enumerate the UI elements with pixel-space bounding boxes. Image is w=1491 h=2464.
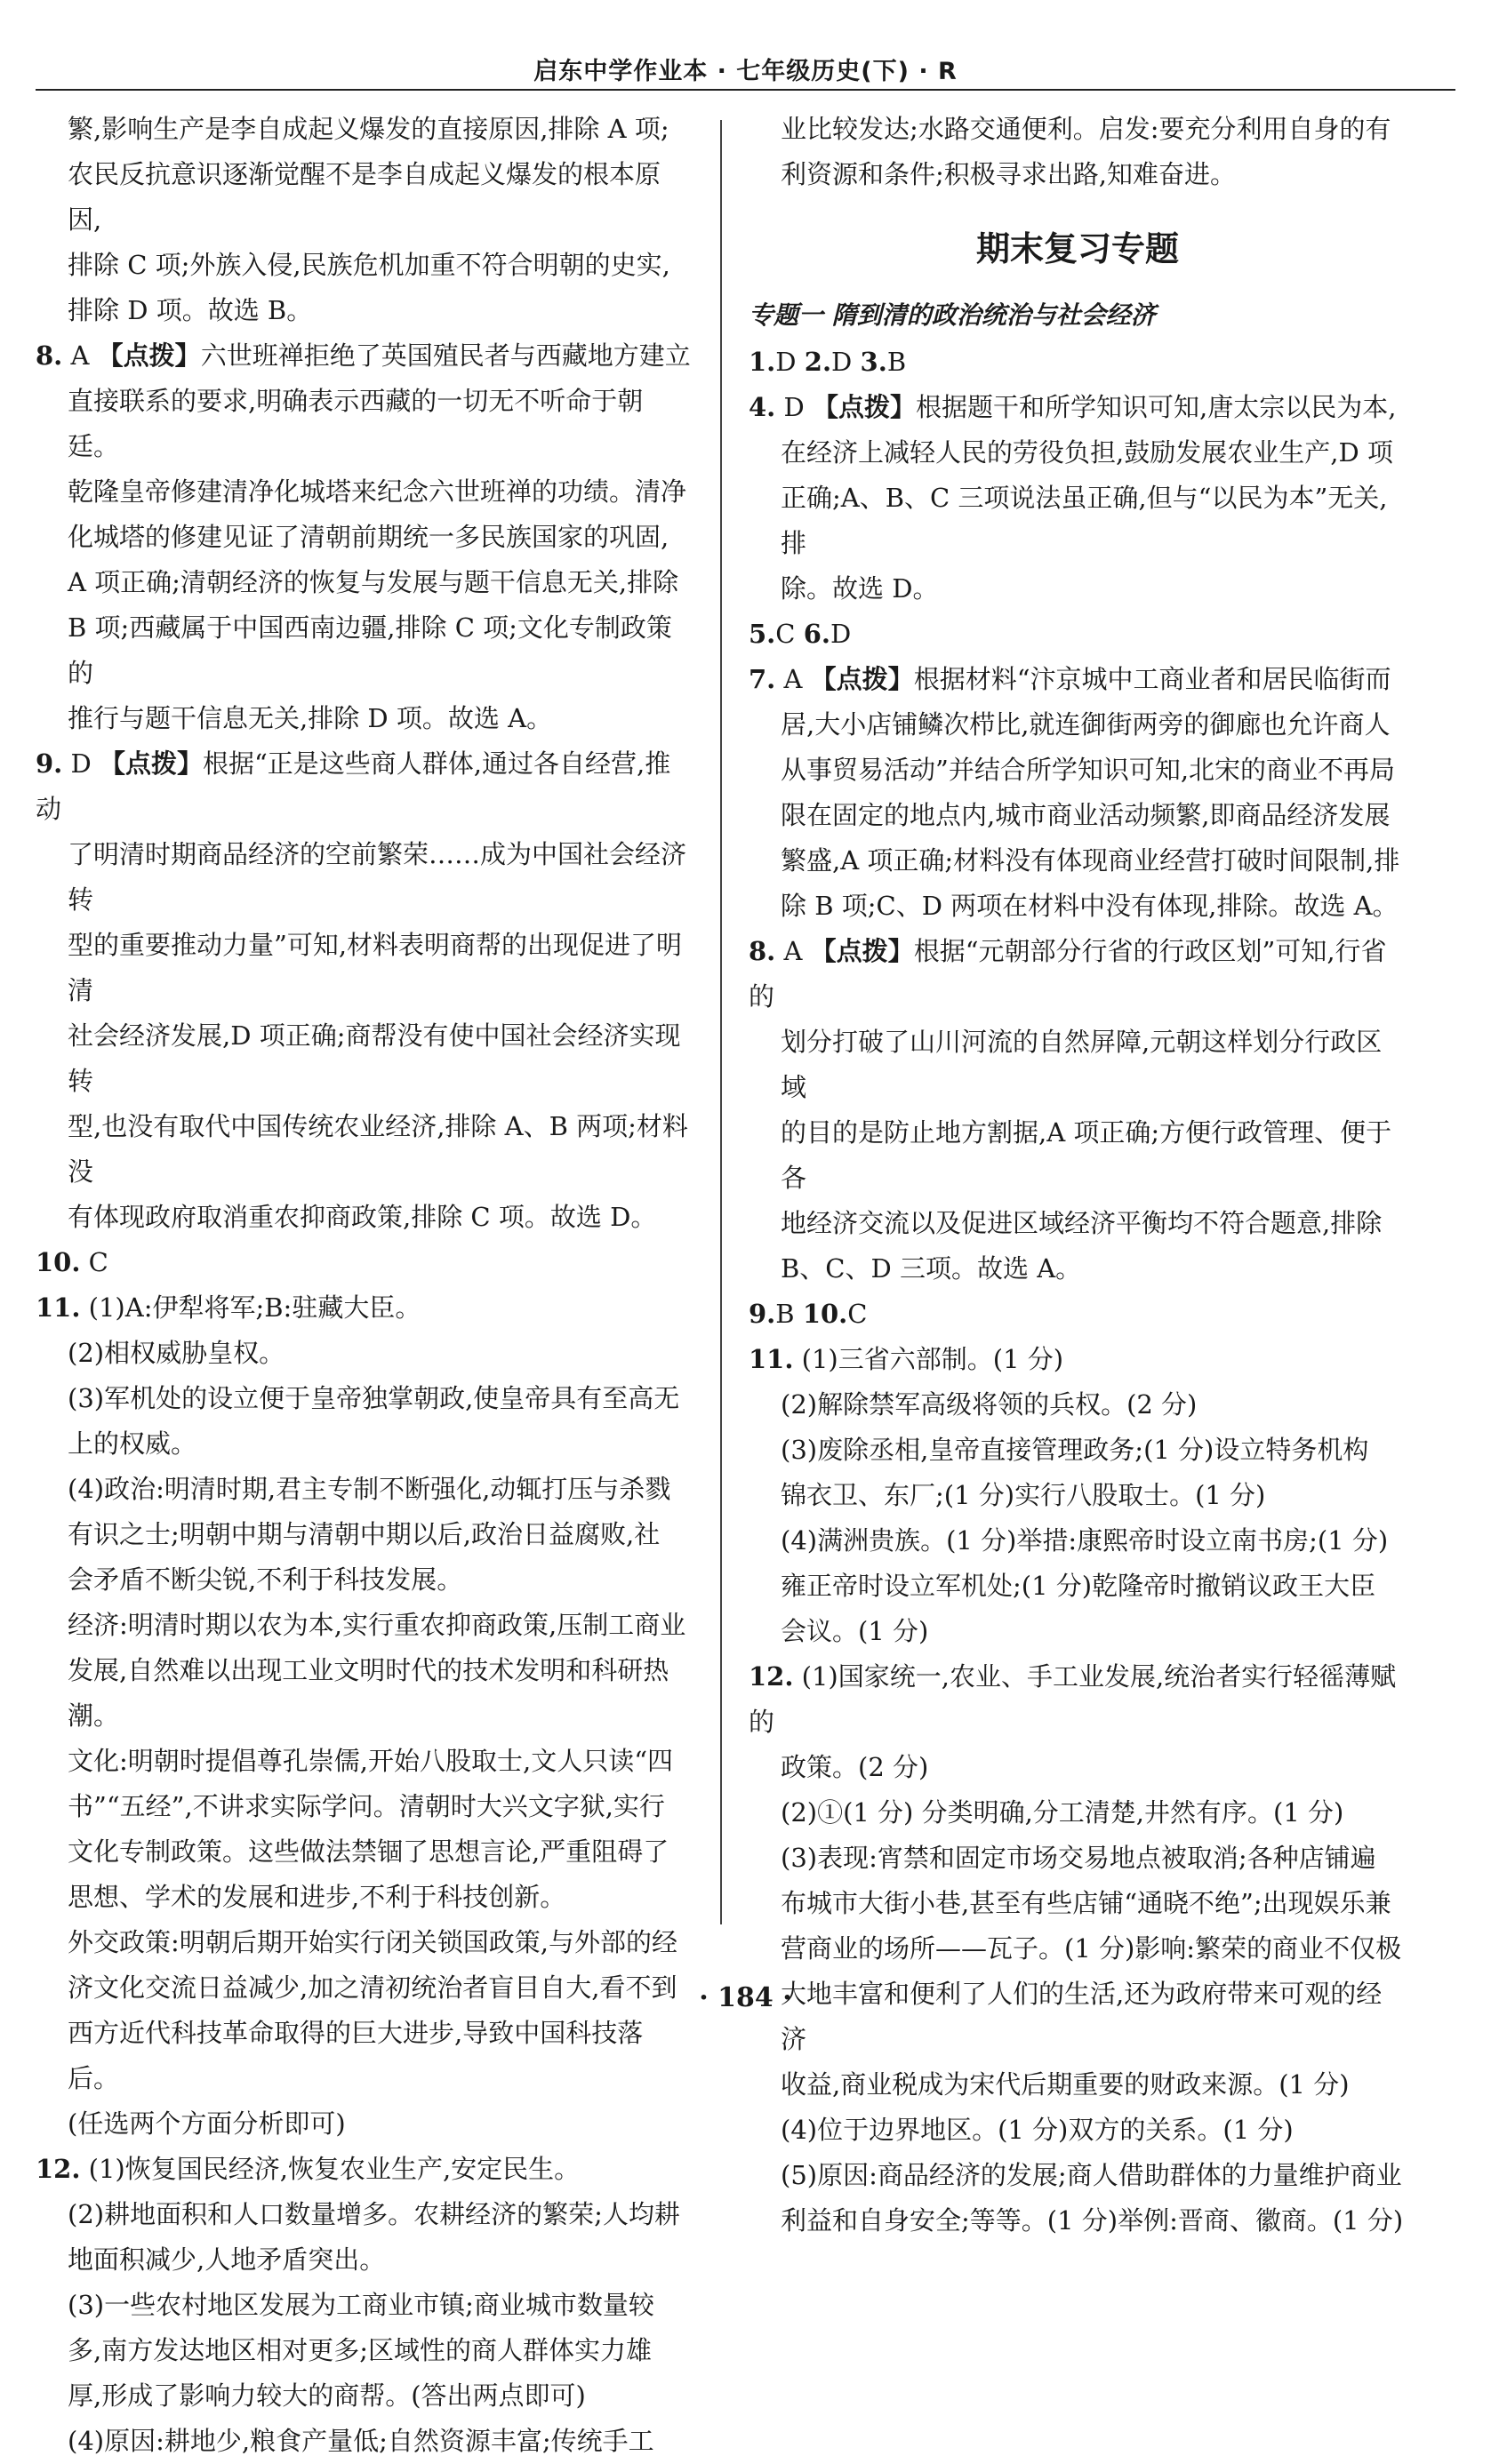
line-text: 会议。(1 分) bbox=[781, 1616, 929, 1646]
text-line bbox=[36, 1512, 693, 1557]
line-text: (2)解除禁军高级将领的兵权。(2 分) bbox=[781, 1389, 1198, 1420]
text-line bbox=[749, 2153, 1407, 2198]
text-line bbox=[36, 288, 693, 333]
section-title: 期末复习专题 bbox=[975, 229, 1179, 268]
line-text: 书”“五经”,不讲求实际学问。清朝时大兴文字狱,实行 bbox=[68, 1791, 665, 1821]
line-text: 业比较发达;水路交通便利。启发:要充分利用自身的有 bbox=[781, 114, 1391, 144]
question-number: 1. bbox=[749, 347, 776, 377]
column-divider bbox=[720, 120, 722, 1924]
text-line bbox=[749, 430, 1407, 476]
line-text: 根据“正是这些商人群体,通过各自经营,推动 bbox=[36, 748, 671, 824]
text-line bbox=[749, 929, 1407, 1020]
line-text: 经济:明清时期以农为本,实行重农抑商政策,压制工商业 bbox=[68, 1610, 686, 1640]
line-text: 直接联系的要求,明确表示西藏的一切无不听命于朝廷。 bbox=[68, 386, 644, 461]
line-text: 收益,商业税成为宋代后期重要的财政来源。(1 分) bbox=[781, 2069, 1350, 2100]
text-line bbox=[36, 1739, 693, 1784]
line-text: 地面积减少,人地矛盾突出。 bbox=[68, 2244, 386, 2275]
question-number: 11. bbox=[749, 1344, 794, 1374]
answer-letter: B bbox=[886, 347, 907, 377]
question-number: 2. bbox=[804, 347, 832, 377]
line-text: 根据材料“汴京城中工商业者和居民临街而 bbox=[913, 664, 1391, 694]
line-text: 在经济上减轻人民的劳役负担,鼓励发展农业生产,D 项 bbox=[781, 437, 1393, 468]
text-line bbox=[749, 2108, 1407, 2153]
line-text: B 项;西藏属于中国西南边疆,排除 C 项;文化专制政策的 bbox=[68, 612, 672, 688]
text-line bbox=[36, 2147, 693, 2192]
text-line bbox=[36, 469, 693, 515]
text-line bbox=[36, 2101, 693, 2147]
line-text: (2)耕地面积和人口数量增多。农耕经济的繁荣;人均耕 bbox=[68, 2199, 680, 2229]
text-line bbox=[36, 1240, 693, 1285]
line-text: A 项正确;清朝经济的恢复与发展与题干信息无关,排除 bbox=[68, 567, 679, 597]
answer-letter: D bbox=[62, 748, 100, 779]
line-text: 思想、学术的发展和进步,不利于科技创新。 bbox=[68, 1882, 566, 1912]
text-line bbox=[36, 1875, 693, 1920]
line-text: (4)政治:明清时期,君主专制不断强化,动辄打压与杀戮 bbox=[68, 1474, 671, 1504]
line-text: 划分打破了山川河流的自然屏障,元朝这样划分行政区域 bbox=[781, 1027, 1383, 1102]
line-text: 型,也没有取代中国传统农业经济,排除 A、B 两项;材料没 bbox=[68, 1111, 688, 1187]
text-line bbox=[749, 152, 1407, 197]
line-text: (4)原因:耕地少,粮食产量低;自然资源丰富;传统手工 bbox=[68, 2426, 654, 2456]
line-text: 锦衣卫、东厂;(1 分)实行八股取士。(1 分) bbox=[781, 1480, 1266, 1510]
text-line bbox=[36, 243, 693, 288]
line-text: 地经济交流以及促进区域经济平衡均不符合题意,排除 bbox=[781, 1208, 1383, 1238]
line-text: 了明清时期商品经济的空前繁荣……成为中国社会经济转 bbox=[68, 839, 687, 915]
line-text: (2)①(1 分) 分类明确,分工清楚,井然有序。(1 分) bbox=[781, 1797, 1344, 1828]
line-text: 居,大小店铺鳞次栉比,就连御街两旁的御廊也允许商人 bbox=[781, 709, 1391, 740]
line-text: 推行与题干信息无关,排除 D 项。故选 A。 bbox=[68, 703, 553, 733]
text-line bbox=[749, 1564, 1407, 1609]
question-number: 4. bbox=[749, 392, 776, 422]
text-line bbox=[36, 1285, 693, 1331]
answer-letter: D bbox=[775, 347, 805, 377]
line-text: 文化:明朝时提倡尊孔崇儒,开始八股取士,文人只读“四 bbox=[68, 1746, 674, 1776]
text-line bbox=[749, 1292, 1407, 1337]
line-text: (任选两个方面分析即可) bbox=[68, 2108, 346, 2139]
text-line bbox=[36, 832, 693, 923]
line-text: 布城市大街小巷,甚至有些店铺“通晓不绝”;出现娱乐兼 bbox=[781, 1888, 1391, 1918]
answer-letter: D bbox=[830, 619, 852, 649]
hint-tag: 【点拨】 bbox=[99, 748, 203, 779]
text-line bbox=[36, 2283, 693, 2328]
text-line bbox=[749, 1382, 1407, 1428]
text-line bbox=[749, 1609, 1407, 1654]
text-line bbox=[749, 2198, 1407, 2244]
text-line bbox=[36, 379, 693, 469]
line-text: 乾隆皇帝修建清净化城塔来纪念六世班禅的功绩。清净 bbox=[68, 476, 687, 507]
text-line bbox=[749, 1201, 1407, 1246]
text-line bbox=[749, 340, 1407, 385]
text-line bbox=[36, 2011, 693, 2101]
answer-letter: A bbox=[775, 936, 811, 966]
text-line bbox=[36, 1920, 693, 1965]
line-text: 济文化交流日益减少,加之清初统治者盲目自大,看不到 bbox=[68, 1972, 677, 2003]
answer-letter: A bbox=[62, 340, 98, 371]
answer-letter: C bbox=[80, 1247, 108, 1277]
text-line bbox=[749, 748, 1407, 793]
line-text: 六世班禅拒绝了英国殖民者与西藏地方建立 bbox=[200, 340, 691, 371]
right-top-lines bbox=[749, 107, 1407, 197]
text-line bbox=[36, 2328, 693, 2373]
question-number: 11. bbox=[36, 1292, 81, 1323]
question-number: 6. bbox=[803, 619, 830, 649]
text-line bbox=[36, 515, 693, 560]
text-line bbox=[36, 2237, 693, 2283]
left-column bbox=[36, 107, 693, 2464]
text-line bbox=[36, 1467, 693, 1512]
text-line bbox=[36, 696, 693, 741]
text-line bbox=[36, 1376, 693, 1421]
text-line bbox=[36, 741, 693, 832]
line-text: 从事贸易活动”并结合所学知识可知,北宋的商业不再局 bbox=[781, 755, 1396, 785]
line-text: 发展,自然难以出现工业文明时代的技术发明和科研热潮。 bbox=[68, 1655, 669, 1731]
text-line bbox=[749, 107, 1407, 152]
line-text: (3)表现:宵禁和固定市场交易地点被取消;各种店铺遍 bbox=[781, 1843, 1376, 1873]
line-text: 上的权威。 bbox=[68, 1428, 197, 1459]
text-line bbox=[749, 793, 1407, 838]
text-line bbox=[36, 1104, 693, 1195]
line-text: 除。故选 D。 bbox=[781, 573, 939, 604]
question-number: 10. bbox=[36, 1247, 81, 1277]
text-line bbox=[36, 1013, 693, 1104]
line-text: 利益和自身安全;等等。(1 分)举例:晋商、徽商。(1 分) bbox=[781, 2205, 1404, 2236]
question-number: 8. bbox=[36, 340, 63, 371]
text-line bbox=[749, 476, 1407, 566]
line-text: 厚,形成了影响力较大的商帮。(答出两点即可) bbox=[68, 2380, 586, 2411]
line-text: (5)原因:商品经济的发展;商人借助群体的力量维护商业 bbox=[781, 2160, 1402, 2190]
line-text: 有体现政府取消重农抑商政策,排除 C 项。故选 D。 bbox=[68, 1202, 657, 1232]
line-text: 繁,影响生产是李自成起义爆发的直接原因,排除 A 项; bbox=[68, 114, 669, 144]
text-line bbox=[749, 1020, 1407, 1110]
question-number: 9. bbox=[36, 748, 63, 779]
text-line bbox=[36, 2419, 693, 2464]
answer-letter: C bbox=[775, 619, 804, 649]
right-lines bbox=[749, 340, 1407, 2244]
line-text: 的目的是防止地方割据,A 项正确;方便行政管理、便于各 bbox=[781, 1117, 1392, 1193]
subsection-title: 专题一 隋到清的政治统治与社会经济 bbox=[749, 300, 1156, 330]
text-line bbox=[36, 1603, 693, 1648]
line-text: 西方近代科技革命取得的巨大进步,导致中国科技落后。 bbox=[68, 2018, 644, 2093]
line-text: 排除 C 项;外族入侵,民族危机加重不符合明朝的史实, bbox=[68, 250, 670, 280]
line-text: 外交政策:明朝后期开始实行闭关锁国政策,与外部的经 bbox=[68, 1927, 677, 1957]
text-line bbox=[749, 1473, 1407, 1518]
text-line bbox=[749, 1790, 1407, 1836]
text-line bbox=[36, 1829, 693, 1875]
text-line bbox=[36, 1784, 693, 1829]
line-text: 政策。(2 分) bbox=[781, 1752, 929, 1782]
text-line bbox=[749, 1428, 1407, 1473]
text-line bbox=[36, 2192, 693, 2237]
question-number: 8. bbox=[749, 936, 776, 966]
line-text: 大地丰富和便利了人们的生活,还为政府带来可观的经济 bbox=[781, 1979, 1383, 2054]
question-number: 12. bbox=[36, 2154, 81, 2184]
text-line bbox=[749, 612, 1407, 657]
text-line bbox=[36, 2373, 693, 2419]
line-text: 根据题干和所学知识可知,唐太宗以民为本, bbox=[915, 392, 1397, 422]
line-text: (1)恢复国民经济,恢复农业生产,安定民生。 bbox=[80, 2154, 581, 2184]
hint-tag: 【点拨】 bbox=[810, 936, 914, 966]
answer-letter: B bbox=[775, 1299, 803, 1329]
line-text: 繁盛,A 项正确;材料没有体现商业经营打破时间限制,排 bbox=[781, 845, 1400, 876]
line-text: 利资源和条件;积极寻求出路,知难奋进。 bbox=[781, 159, 1236, 189]
header-rule bbox=[36, 89, 1455, 91]
line-text: 多,南方发达地区相对更多;区域性的商人群体实力雄 bbox=[68, 2335, 652, 2365]
text-line bbox=[749, 1337, 1407, 1382]
question-number: 5. bbox=[749, 619, 776, 649]
line-text: (3)废除丞相,皇帝直接管理政务;(1 分)设立特务机构 bbox=[781, 1435, 1369, 1465]
text-line bbox=[749, 1836, 1407, 1881]
text-line bbox=[749, 702, 1407, 748]
line-text: (3)一些农村地区发展为工商业市镇;商业城市数量较 bbox=[68, 2290, 654, 2320]
line-text: (4)满洲贵族。(1 分)举措:康熙帝时设立南书房;(1 分) bbox=[781, 1525, 1389, 1556]
text-line bbox=[36, 1648, 693, 1739]
text-line bbox=[749, 657, 1407, 702]
line-text: 排除 D 项。故选 B。 bbox=[68, 295, 313, 325]
text-line bbox=[36, 1195, 693, 1240]
line-text: B、C、D 三项。故选 A。 bbox=[781, 1253, 1082, 1284]
text-line bbox=[36, 1421, 693, 1467]
text-line bbox=[749, 1246, 1407, 1292]
line-text: 社会经济发展,D 项正确;商帮没有使中国社会经济实现转 bbox=[68, 1020, 681, 1096]
line-text: 化城塔的修建见证了清朝前期统一多民族国家的巩固, bbox=[68, 522, 669, 552]
text-line bbox=[36, 1331, 693, 1376]
text-line bbox=[749, 1926, 1407, 1972]
text-line bbox=[749, 1518, 1407, 1564]
answer-letter: D bbox=[775, 392, 813, 422]
line-text: 会矛盾不断尖锐,不利于科技发展。 bbox=[68, 1564, 463, 1595]
line-text: (1)国家统一,农业、手工业发展,统治者实行轻徭薄赋的 bbox=[749, 1661, 1397, 1737]
text-line bbox=[36, 560, 693, 605]
question-number: 9. bbox=[749, 1299, 776, 1329]
line-text: 型的重要推动力量”可知,材料表明商帮的出现促进了明清 bbox=[68, 930, 683, 1005]
line-text: 正确;A、B、C 三项说法虽正确,但与“以民为本”无关,排 bbox=[781, 483, 1388, 558]
text-line bbox=[36, 1557, 693, 1603]
hint-tag: 【点拨】 bbox=[810, 664, 914, 694]
text-line bbox=[36, 605, 693, 696]
text-line bbox=[749, 884, 1407, 929]
text-line bbox=[36, 923, 693, 1013]
line-text: (2)相权威胁皇权。 bbox=[68, 1338, 285, 1368]
page-number: · 184 · bbox=[699, 1982, 792, 2013]
line-text: (1)三省六部制。(1 分) bbox=[793, 1344, 1064, 1374]
hint-tag: 【点拨】 bbox=[812, 392, 916, 422]
line-text: 农民反抗意识逐渐觉醒不是李自成起义爆发的根本原因, bbox=[68, 159, 661, 235]
text-line bbox=[36, 152, 693, 243]
line-text: (1)A:伊犁将军;B:驻藏大臣。 bbox=[80, 1292, 421, 1323]
line-text: (3)军机处的设立便于皇帝独掌朝政,使皇帝具有至高无 bbox=[68, 1383, 680, 1413]
line-text: 根据“元朝部分行省的行政区划”可知,行省的 bbox=[749, 936, 1387, 1012]
line-text: 限在固定的地点内,城市商业活动频繁,即商品经济发展 bbox=[781, 800, 1391, 830]
answer-letter: A bbox=[775, 664, 811, 694]
line-text: 文化专制政策。这些做法禁锢了思想言论,严重阻碍了 bbox=[68, 1836, 669, 1867]
text-line bbox=[749, 1745, 1407, 1790]
text-line bbox=[749, 838, 1407, 884]
line-text: (4)位于边界地区。(1 分)双方的关系。(1 分) bbox=[781, 2115, 1294, 2145]
line-text: 除 B 项;C、D 两项在材料中没有体现,排除。故选 A。 bbox=[781, 891, 1399, 921]
text-line bbox=[36, 107, 693, 152]
question-number: 7. bbox=[749, 664, 776, 694]
hint-tag: 【点拨】 bbox=[97, 340, 201, 371]
answer-letter: D bbox=[831, 347, 861, 377]
right-column bbox=[749, 107, 1407, 2244]
answer-letter: C bbox=[847, 1299, 868, 1329]
line-text: 雍正帝时设立军机处;(1 分)乾隆帝时撤销议政王大臣 bbox=[781, 1571, 1376, 1601]
question-number: 10. bbox=[802, 1299, 848, 1329]
text-line bbox=[749, 2062, 1407, 2108]
text-line bbox=[749, 566, 1407, 612]
line-text: 营商业的场所——瓦子。(1 分)影响:繁荣的商业不仅极 bbox=[781, 1933, 1402, 1964]
text-line bbox=[749, 1881, 1407, 1926]
text-line bbox=[749, 1654, 1407, 1745]
text-line bbox=[749, 1110, 1407, 1201]
text-line bbox=[36, 333, 693, 379]
question-number: 3. bbox=[860, 347, 887, 377]
text-line bbox=[749, 385, 1407, 430]
page-header: 启东中学作业本 · 七年级历史(下) · R bbox=[533, 58, 958, 85]
question-number: 12. bbox=[749, 1661, 794, 1692]
line-text: 有识之士;明朝中期与清朝中期以后,政治日益腐败,社 bbox=[68, 1519, 661, 1549]
